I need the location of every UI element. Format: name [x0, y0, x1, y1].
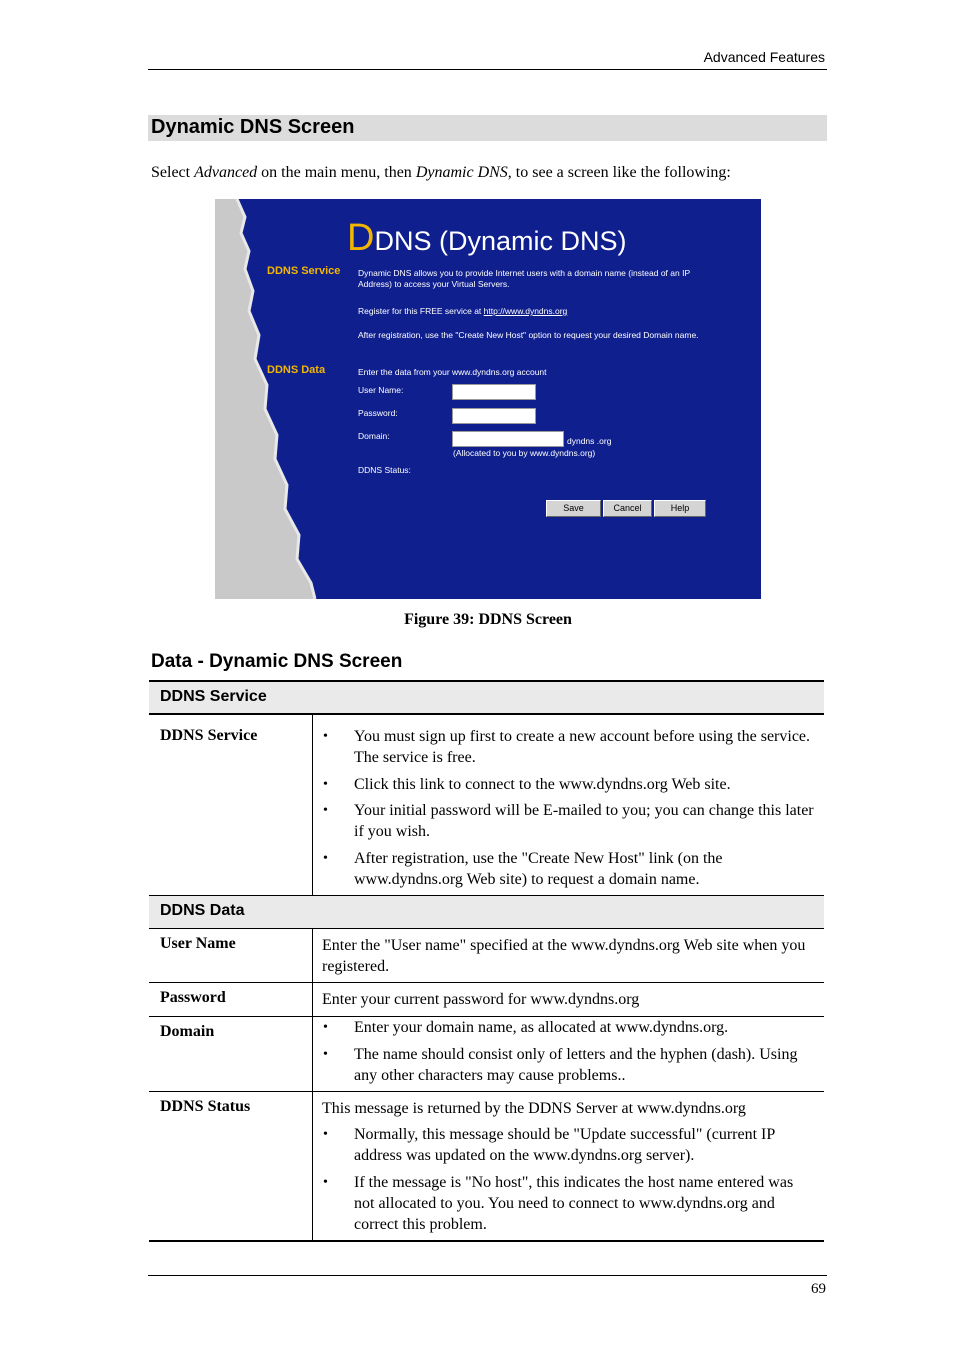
row-label-domain: Domain: [160, 1023, 215, 1040]
bullet: •: [323, 1175, 328, 1190]
group-header-service: DDNS Service: [160, 688, 267, 705]
table-rule: [149, 713, 824, 715]
screen-title-initial: D: [347, 217, 375, 259]
row-label-user-name: User Name: [160, 935, 236, 952]
row-text-ddns-status: This message is returned by the DDNS Server at www.dyndns.org: [322, 1100, 746, 1117]
domain-label: Domain:: [358, 431, 390, 441]
help-button[interactable]: Help: [654, 500, 706, 517]
intro-text: Select: [151, 164, 195, 181]
domain-allocated-note: (Allocated to you by www.dyndns.org): [453, 448, 596, 458]
bullet: •: [323, 1020, 328, 1035]
row-label-password: Password: [160, 989, 226, 1006]
row-label-ddns-service: DDNS Service: [160, 727, 258, 744]
cancel-button[interactable]: Cancel: [603, 500, 652, 517]
table-rule: [149, 928, 824, 929]
row-text-user-name: Enter the "User name" specified at the www.dyndns.org Web site when you registered.: [322, 937, 806, 975]
password-label: Password:: [358, 408, 398, 418]
password-input[interactable]: [452, 408, 536, 424]
table-rule: [149, 1091, 824, 1092]
bullet: •: [323, 777, 328, 792]
column-divider: [312, 929, 313, 1241]
ddns-status-label: DDNS Status:: [358, 465, 411, 475]
list-item: Click this link to connect to the www.dyndns.org Web site.: [354, 776, 731, 793]
page-number: 69: [811, 1281, 826, 1297]
figure-caption: Figure 39: DDNS Screen: [404, 611, 572, 628]
user-name-input[interactable]: [452, 384, 536, 400]
group-header-data: DDNS Data: [160, 902, 245, 919]
intro-advanced: Advanced: [194, 164, 258, 181]
register-link[interactable]: http://www.dyndns.org: [483, 306, 568, 316]
intro-dynamic-dns: Dynamic DNS: [415, 164, 508, 181]
screen-title-rest: DNS (Dynamic DNS): [374, 226, 627, 256]
bullet: •: [323, 729, 328, 744]
list-item: Normally, this message should be "Update successful" (current IP address was updated on the www.dyndns.org server).: [354, 1126, 775, 1164]
screen-register: [358, 306, 703, 317]
bullet: •: [323, 1127, 328, 1142]
intro-paragraph: [151, 164, 731, 182]
group-header-row: [149, 896, 824, 928]
bullet: •: [323, 1047, 328, 1062]
user-name-label: User Name:: [358, 385, 404, 395]
running-header: Advanced Features: [703, 49, 825, 65]
bullet: •: [323, 851, 328, 866]
torn-edge-graphic: [215, 199, 345, 599]
register-text: Register for this FREE service at: [358, 306, 484, 316]
screen-after-reg: After registration, use the "Create New Host" option to request your desired Domain name.: [358, 330, 699, 340]
table-rule: [149, 982, 824, 983]
column-divider: [312, 715, 313, 895]
domain-input[interactable]: [452, 431, 564, 447]
list-item: You must sign up first to create a new account before using the service. The service is free.: [354, 728, 811, 766]
intro-text: , to see a screen like the following:: [507, 164, 731, 181]
header-rule: [148, 69, 827, 70]
screen-desc: Dynamic DNS allows you to provide Internet users with a domain name (instead of an IP Address) to access your Virtual Servers.: [358, 268, 690, 289]
row-text-password: Enter your current password for www.dyndns.org: [322, 991, 640, 1008]
table-bottom-rule: [149, 1240, 824, 1242]
side-label-service: DDNS Service: [267, 265, 341, 277]
list-item: Enter your domain name, as allocated at www.dyndns.org.: [354, 1019, 729, 1036]
row-label-ddns-status: DDNS Status: [160, 1098, 251, 1115]
list-item: Your initial password will be E-mailed to you; you can change this later if you wish.: [354, 802, 814, 840]
save-button[interactable]: Save: [546, 500, 601, 517]
side-label-data: DDNS Data: [267, 364, 326, 376]
section-title: Dynamic DNS Screen: [151, 116, 355, 138]
data-section-title: Data - Dynamic DNS Screen: [151, 651, 403, 672]
footer-rule: [148, 1275, 827, 1276]
screen-enter-data: Enter the data from your www.dyndns.org account: [358, 367, 547, 377]
ddns-screenshot: [215, 199, 761, 599]
domain-suffix: dyndns .org: [567, 436, 612, 446]
intro-text: on the main menu, then: [257, 164, 416, 181]
list-item: After registration, use the "Create New Host" link (on the www.dyndns.org Web site) to request a domain name.: [354, 850, 723, 888]
list-item: If the message is "No host", this indicates the host name entered was not allocated to you. You need to connect to www.dyndns.org and correct this problem.: [354, 1174, 794, 1233]
screen-title: [347, 217, 626, 260]
bullet: •: [323, 803, 328, 818]
list-item: The name should consist only of letters and the hyphen (dash). Using any other characters may cause problems..: [354, 1046, 798, 1084]
